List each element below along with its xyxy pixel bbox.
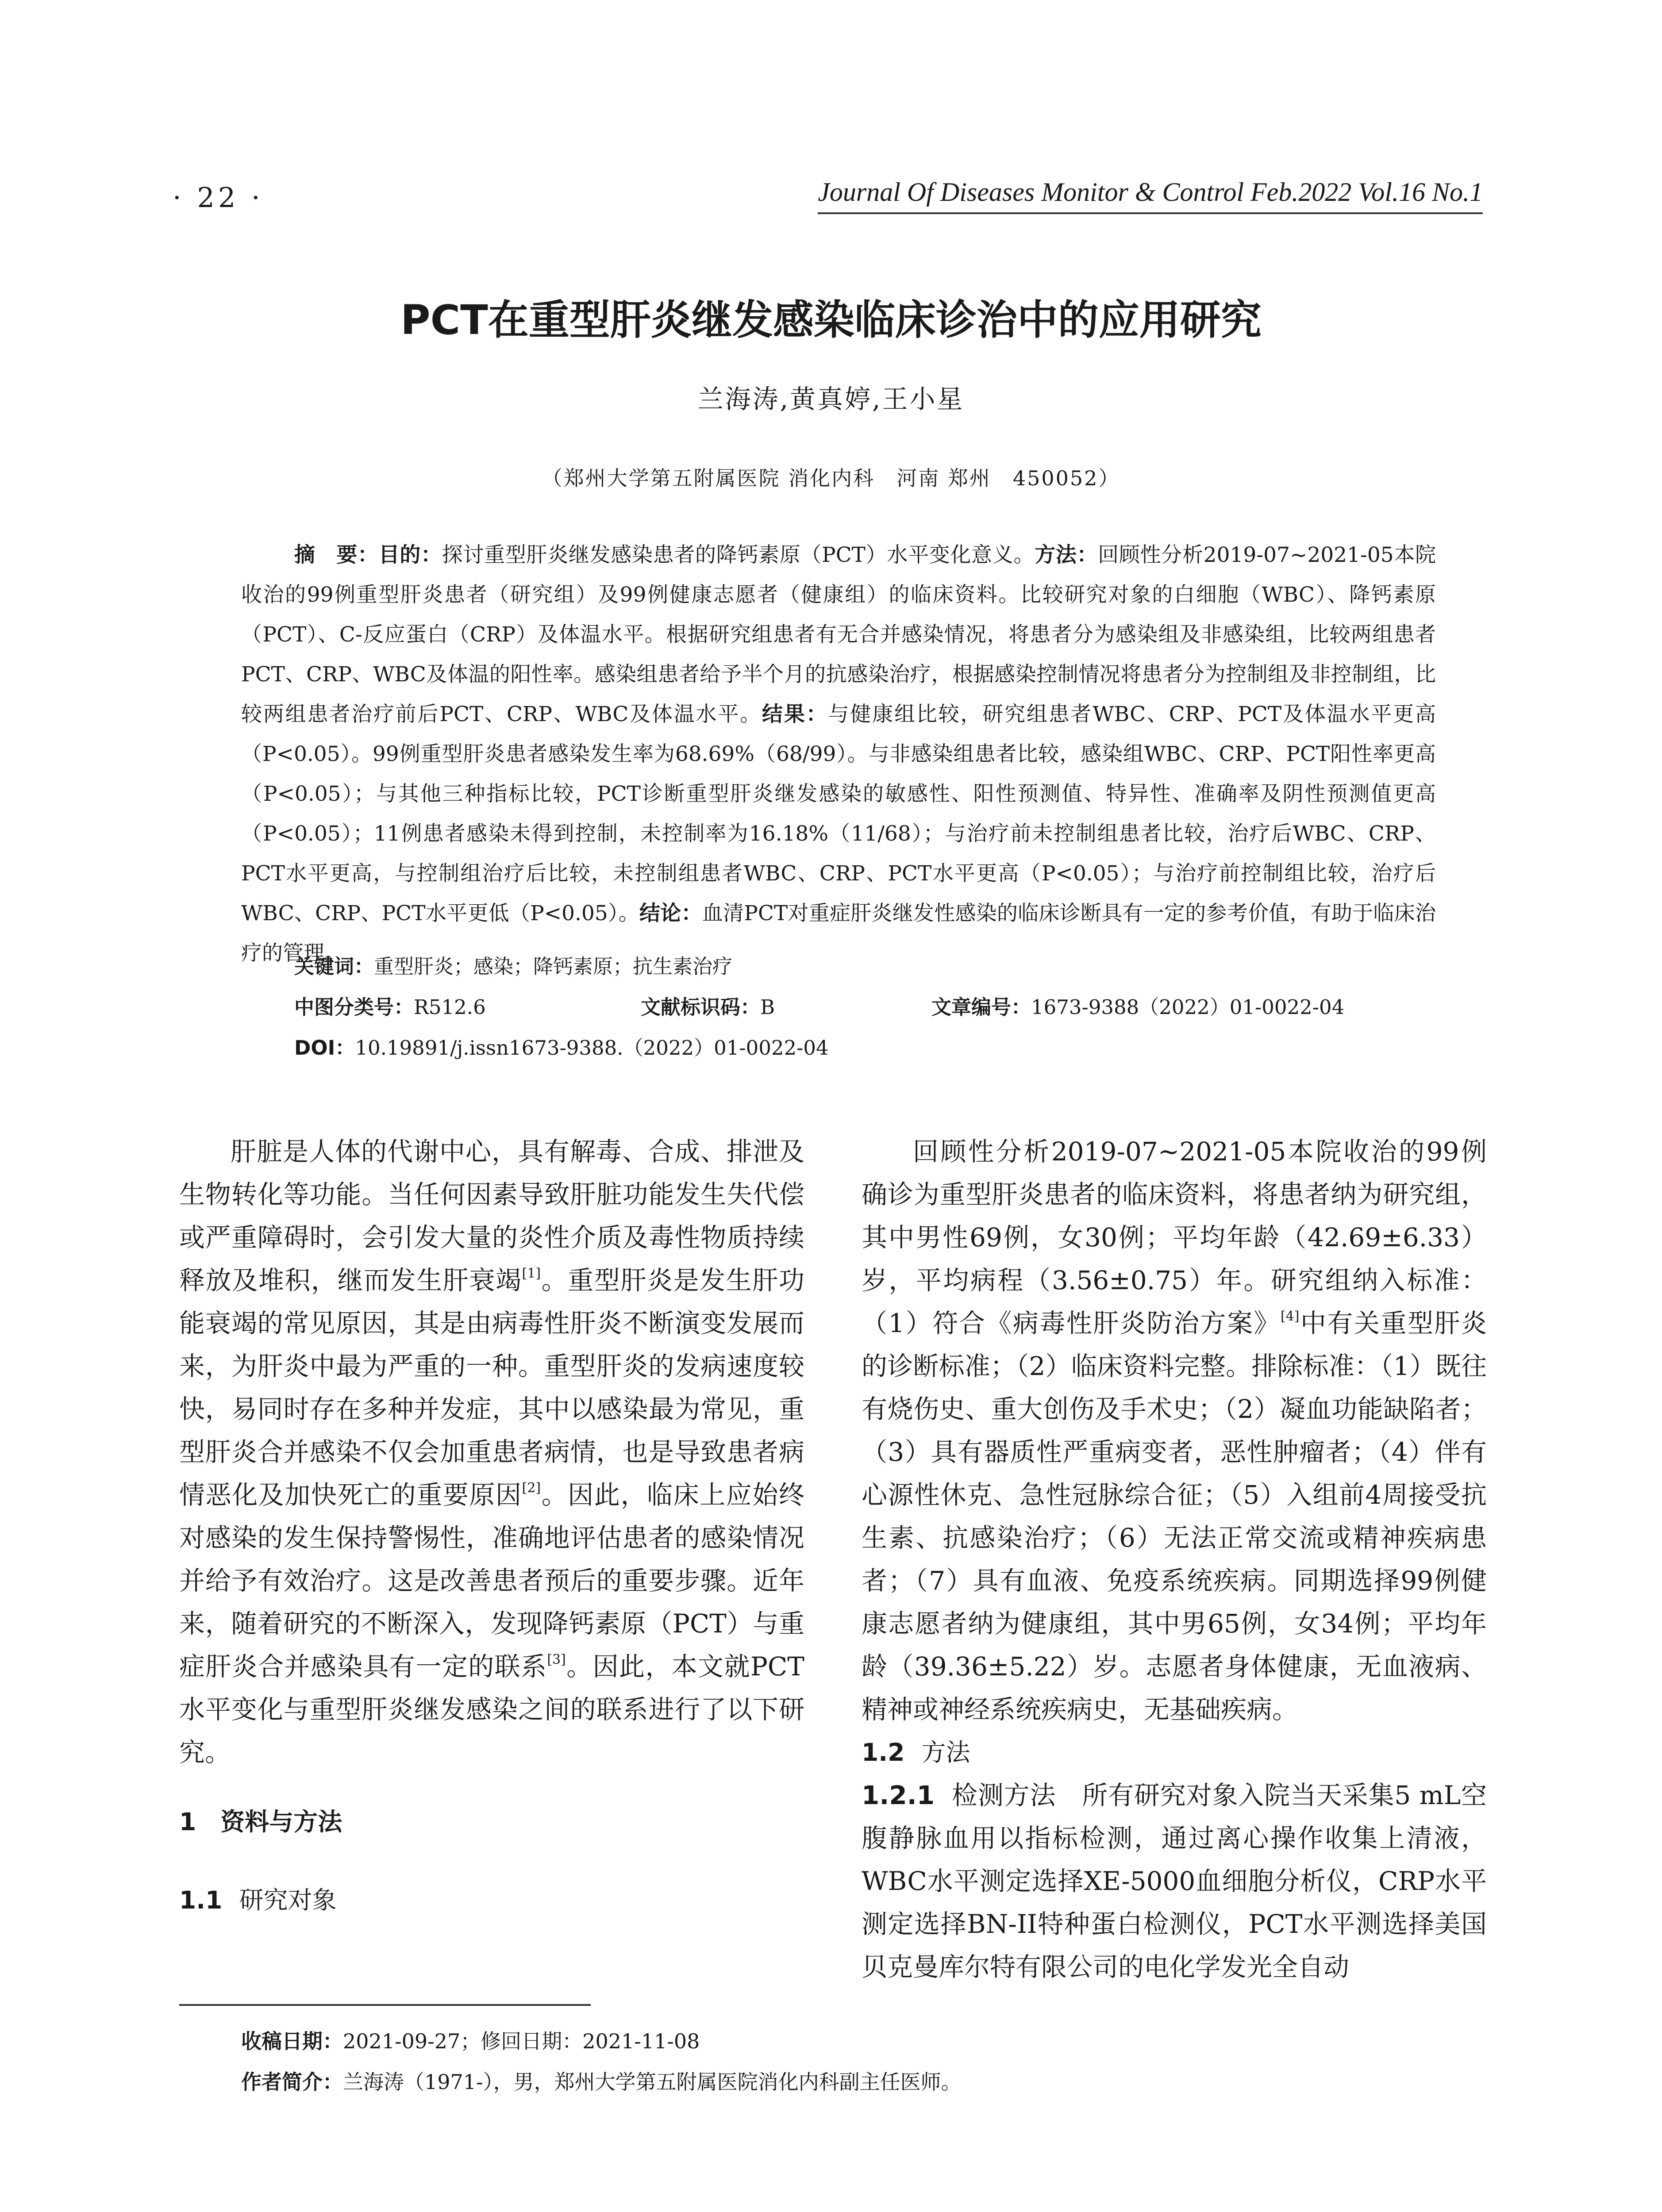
intro-text: 。因此，本文就PCT水平变化与重型肝炎继发感染之间的联系进行了以下研究。 [179, 1651, 804, 1767]
left-column [179, 1130, 804, 1922]
author-list: 兰海涛,黄真婷,王小星 [697, 384, 965, 414]
citation-ref: [2] [522, 1480, 541, 1496]
doc-code-line [641, 991, 775, 1020]
method-paragraph [862, 1774, 1487, 1989]
method-label: 方法： [1035, 543, 1098, 567]
section-title: 方法 [921, 1738, 970, 1767]
footnote-author [241, 2066, 962, 2095]
section-number: 1.2 [862, 1738, 905, 1767]
keywords-line [294, 950, 732, 979]
article-id-value: 1673-9388（2022）01-0022-04 [1031, 995, 1345, 1019]
citation-ref: [3] [547, 1652, 566, 1667]
subjects-text: 中有关重型肝炎的诊断标准；（2）临床资料完整。排除标准：（1）既往有烧伤史、重大创伤及手术史；（2）凝血功能缺陷者；（3）具有器质性严重病变者，恶性肿瘤者；（4）伴有心源性休克、急性冠脉综合征；（5）入组前4周接受抗生素、抗感染治疗；（6）无法正常交流或精神疾病患者；（7）具有血液、免疫系统疾病。同期选择99例健康志愿者纳为健康组，其中男65例，女34例；平均年龄（39.36±5.22）岁。志愿者身体健康，无血液病、精神或神经系统疾病史，无基础疾病。 [862, 1308, 1487, 1724]
intro-text: 。重型肝炎是发生肝功能衰竭的常见原因，其是由病毒性肝炎不断演变发展而来，为肝炎中最为严重的一种。重型肝炎的发病速度较快，易同时存在多种并发症，其中以感染最为常见，重型肝炎合并感染不仅会加重患者病情，也是导致患者病情恶化及加快死亡的重要原因 [179, 1265, 804, 1510]
article-id-label: 文章编号： [931, 995, 1031, 1019]
dates-value: 2021-09-27；修回日期：2021-11-08 [343, 2029, 700, 2053]
doi-label: DOI： [294, 1036, 355, 1060]
conclusion-text: 血清PCT对重症肝炎继发性感染的临床诊断具有一定的参考价值，有助于临床治疗的管理。 [241, 901, 1436, 965]
section-title: 研究对象 [239, 1886, 337, 1914]
citation-ref: [1] [522, 1266, 541, 1281]
method-text: 回顾性分析2019-07~2021-05本院收治的99例重型肝炎患者（研究组）及99例健康志愿者（健康组）的临床资料。比较研究对象的白细胞（WBC）、降钙素原（PCT）、C-反应蛋白（CRP）及体温水平。根据研究组患者有无合并感染情况，将患者分为感染组及非感染组，比较两组患者PCT、CRP、WBC及体温的阳性率。感染组患者给予半个月的抗感染治疗，根据感染控制情况将患者分为控制组及非控制组，比较两组患者治疗前后PCT、CRP、WBC及体温水平。 [241, 543, 1436, 726]
right-column [862, 1130, 1487, 1989]
doc-code-label: 文献标识码： [641, 995, 761, 1019]
author-bio-label: 作者简介： [241, 2070, 343, 2094]
article-id-line [931, 991, 1344, 1020]
subjects-paragraph [862, 1130, 1487, 1731]
page-number: · 22 · [173, 181, 264, 214]
doi-value: 10.19891/j.issn1673-9388.（2022）01-0022-04 [355, 1036, 829, 1060]
abstract [241, 535, 1436, 973]
section-heading-1: 1 资料与方法 [179, 1808, 342, 1836]
author-bio-value: 兰海涛（1971-），男，郑州大学第五附属医院消化内科副主任医师。 [343, 2070, 962, 2094]
doi-line [294, 1032, 829, 1060]
keywords-value: 重型肝炎；感染；降钙素原；抗生素治疗 [374, 955, 733, 978]
dates-label: 收稿日期： [241, 2029, 343, 2053]
journal-running-header: Journal Of Diseases Monitor & Control Feb.2022 Vol.16 No.1 [818, 177, 1483, 207]
method-title: 检测方法 [951, 1780, 1056, 1810]
section-heading-1-2 [862, 1731, 1487, 1774]
intro-paragraph [179, 1130, 804, 1774]
conclusion-label: 结论： [639, 901, 702, 926]
section-heading-1-1 [179, 1879, 804, 1922]
result-text: 与健康组比较，研究组患者WBC、CRP、PCT及体温水平更高（P<0.05）。99例重型肝炎患者感染发生率为68.69%（68/99）。与非感染组患者比较，感染组WBC、CRP、PCT阳性率更高（P<0.05）；与其他三种指标比较，PCT诊断重型肝炎继发感染的敏感性、阳性预测值、特异性、准确率及阴性预测值更高（P<0.05）；11例患者感染未得到控制，未控制率为16.18%（11/68）；与治疗前未控制组患者比较，治疗后WBC、CRP、PCT水平更高，与控制组治疗后比较，未控制组患者WBC、CRP、PCT水平更高（P<0.05）；与治疗前控制组比较，治疗后WBC、CRP、PCT水平更低（P<0.05）。 [241, 702, 1436, 926]
abstract-label: 摘 要： [294, 543, 379, 567]
abstract-paragraph [241, 535, 1436, 973]
clc-value: R512.6 [414, 995, 486, 1019]
citation-ref: [4] [1280, 1309, 1300, 1324]
doc-code-value: B [760, 995, 775, 1019]
header-rule [818, 212, 1483, 214]
paper-title: PCT在重型肝炎继发感染临床诊治中的应用研究 [400, 296, 1262, 344]
intro-text: 肝脏是人体的代谢中心，具有解毒、合成、排泄及生物转化等功能。当任何因素导致肝脏功能发生失代偿或严重障碍时，会引发大量的炎性介质及毒性物质持续释放及堆积，继而发生肝衰竭 [179, 1137, 804, 1295]
objective-label: 目的： [378, 543, 442, 567]
intro-text: 。因此，临床上应始终对感染的发生保持警惕性，准确地评估患者的感染情况并给予有效治疗。这是改善患者预后的重要步骤。近年来，随着研究的不断深入，发现降钙素原（PCT）与重症肝炎合并感染具有一定的联系 [179, 1480, 804, 1682]
keywords-label: 关键词： [294, 955, 374, 978]
clc-line [294, 991, 486, 1020]
footnote-dates [241, 2025, 700, 2055]
subjects-text: 回顾性分析2019-07~2021-05本院收治的99例确诊为重型肝炎患者的临床资料，将患者纳为研究组，其中男性69例，女30例；平均年龄（42.69±6.33）岁，平均病程（3.56±0.75）年。研究组纳入标准：（1）符合《病毒性肝炎防治方案》 [862, 1137, 1487, 1338]
method-text: 所有研究对象入院当天采集5 mL空腹静脉血用以指标检测，通过离心操作收集上清液，WBC水平测定选择XE-5000血细胞分析仪，CRP水平测定选择BN-II特种蛋白检测仪，PCT水平测选择美国贝克曼库尔特有限公司的电化学发光全自动 [862, 1780, 1487, 1982]
section-number: 1.2.1 [862, 1780, 935, 1810]
footnote-rule [179, 2004, 591, 2006]
result-label: 结果： [762, 702, 828, 726]
affiliation: （郑州大学第五附属医院 消化内科 河南 郑州 450052） [542, 466, 1120, 490]
section-number: 1.1 [179, 1886, 223, 1914]
clc-label: 中图分类号： [294, 995, 414, 1019]
objective-text: 探讨重型肝炎继发感染患者的降钙素原（PCT）水平变化意义。 [442, 543, 1035, 567]
